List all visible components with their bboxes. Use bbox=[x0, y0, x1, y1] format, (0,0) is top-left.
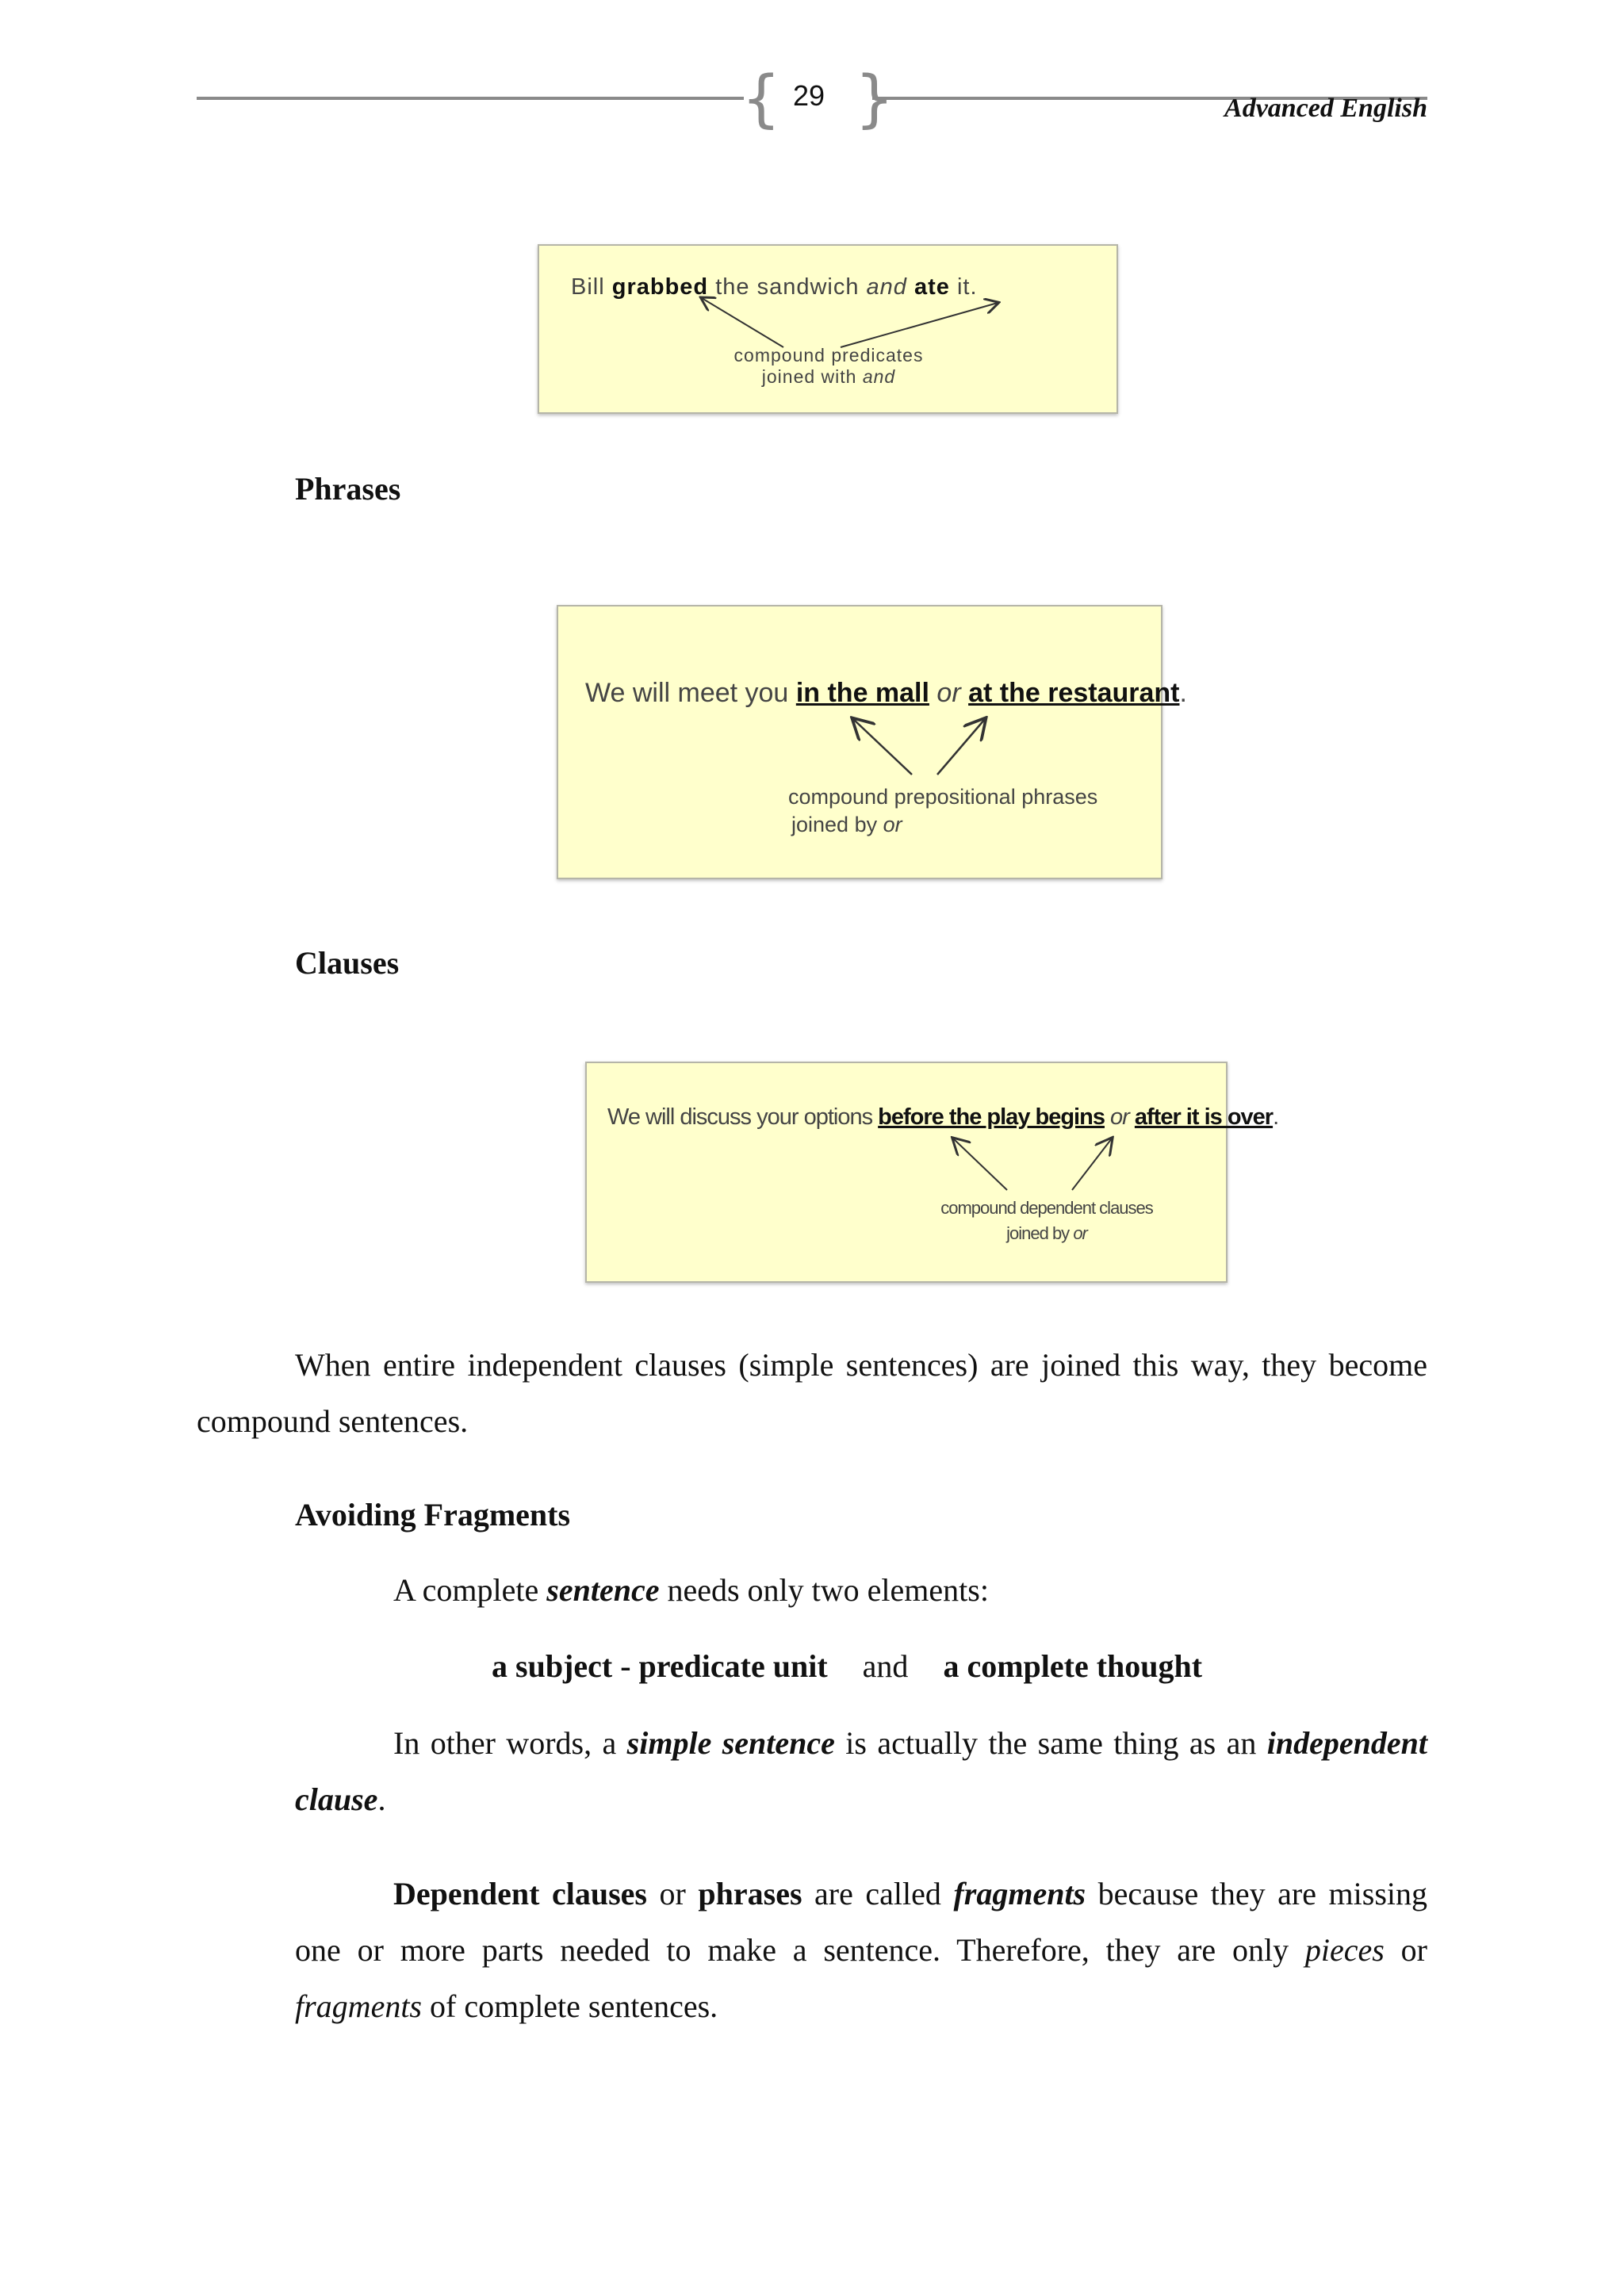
paragraph-dependent-clauses bbox=[295, 1866, 1427, 2034]
paragraph-line: When entire independent clauses (simple sentences) are joined this way, they become bbox=[295, 1347, 1427, 1383]
sentence-word: it. bbox=[956, 274, 978, 300]
paragraph-line: compound sentences. bbox=[197, 1403, 469, 1439]
heading-clauses: Clauses bbox=[295, 945, 400, 981]
element-complete-thought: a complete thought bbox=[943, 1648, 1203, 1684]
label-conjunction: or bbox=[883, 813, 902, 836]
running-title: Advanced English bbox=[1224, 94, 1427, 123]
heading-avoiding-fragments: Avoiding Fragments bbox=[295, 1497, 571, 1533]
term-fragments-2: fragments bbox=[295, 1988, 422, 2024]
text-run: or bbox=[1384, 1932, 1428, 1968]
complete-sentence-line bbox=[393, 1572, 989, 1608]
paragraph-compound-sentences bbox=[197, 1337, 1427, 1449]
figure-label-line1: compound prepositional phrases bbox=[788, 785, 1098, 809]
term-phrases: phrases bbox=[698, 1876, 802, 1911]
heading-phrases: Phrases bbox=[295, 471, 401, 507]
label-text: joined with bbox=[761, 366, 857, 387]
sentence-conjunction: or bbox=[936, 678, 961, 708]
figure-compound-clauses bbox=[585, 1062, 1279, 1283]
sentence-clause: after it is over bbox=[1134, 1104, 1274, 1130]
text-run: or bbox=[646, 1876, 699, 1911]
sentence-phrase: at the restaurant bbox=[968, 678, 1180, 708]
sentence-predicate: ate bbox=[914, 274, 950, 300]
header-rule-left bbox=[197, 97, 744, 100]
page-number: 29 bbox=[792, 79, 825, 112]
sentence-period: . bbox=[1179, 678, 1187, 708]
sentence-predicate: grabbed bbox=[611, 274, 709, 300]
text-run: . bbox=[377, 1781, 386, 1817]
paragraph-line bbox=[295, 1771, 1427, 1827]
paragraph-line bbox=[295, 1978, 1427, 2034]
sentence-word: Bill bbox=[571, 274, 605, 300]
term-simple-sentence: simple sentence bbox=[626, 1725, 835, 1761]
paragraph-line bbox=[295, 1866, 1427, 1922]
text-run: is actually the same thing as an bbox=[834, 1725, 1267, 1761]
text-run: A complete bbox=[393, 1572, 547, 1608]
text-run: are called bbox=[802, 1876, 954, 1911]
text-run: because they are missing bbox=[1086, 1876, 1427, 1911]
term-clause: clause bbox=[295, 1781, 378, 1817]
sentence-phrase: in the mall bbox=[795, 678, 929, 708]
paragraph-line bbox=[295, 1922, 1427, 1978]
right-brace-icon: } bbox=[855, 63, 894, 135]
element-subject-predicate: a subject - predicate unit bbox=[492, 1648, 828, 1684]
sentence-period: . bbox=[1273, 1104, 1279, 1130]
figure-label-line2 bbox=[698, 366, 959, 388]
sentence-conjunction: and bbox=[866, 274, 907, 300]
left-brace-icon: { bbox=[741, 63, 781, 135]
element-and: and bbox=[862, 1648, 909, 1684]
figure-label-line1: compound predicates bbox=[733, 345, 924, 365]
figure-label-line2 bbox=[928, 1223, 1166, 1244]
figure-compound-phrases bbox=[557, 605, 1187, 879]
sentence-word: We will discuss your options bbox=[607, 1104, 873, 1130]
text-run: In other words, a bbox=[393, 1725, 627, 1761]
figure-label-line1: compound dependent clauses bbox=[940, 1198, 1153, 1218]
figure-label-line2 bbox=[791, 813, 902, 837]
text-run: one or more parts needed to make a sentence. Therefore, they are only bbox=[295, 1932, 1305, 1968]
text-run: of complete sentences. bbox=[422, 1988, 718, 2024]
arrows-icon bbox=[587, 1063, 1226, 1281]
label-conjunction: or bbox=[1073, 1223, 1087, 1243]
term-pieces: pieces bbox=[1304, 1932, 1385, 1968]
sentence-clause: before the play begins bbox=[878, 1104, 1105, 1130]
term-sentence: sentence bbox=[546, 1572, 660, 1608]
label-text: joined by bbox=[791, 813, 878, 836]
two-elements-line bbox=[492, 1648, 1203, 1684]
text-run: needs only two elements: bbox=[659, 1572, 989, 1608]
sentence-word: We will meet you bbox=[585, 678, 789, 708]
term-fragments: fragments bbox=[953, 1876, 1086, 1911]
label-text: joined by bbox=[1006, 1223, 1070, 1243]
paragraph-line bbox=[295, 1715, 1427, 1771]
sentence-word: the sandwich bbox=[715, 274, 860, 300]
figure-compound-predicates bbox=[538, 244, 1118, 414]
label-conjunction: and bbox=[862, 366, 896, 387]
paragraph-in-other-words bbox=[295, 1715, 1427, 1827]
sentence-conjunction: or bbox=[1110, 1104, 1129, 1130]
term-dependent-clauses: Dependent clauses bbox=[393, 1876, 647, 1911]
term-independent: independent bbox=[1266, 1725, 1427, 1761]
